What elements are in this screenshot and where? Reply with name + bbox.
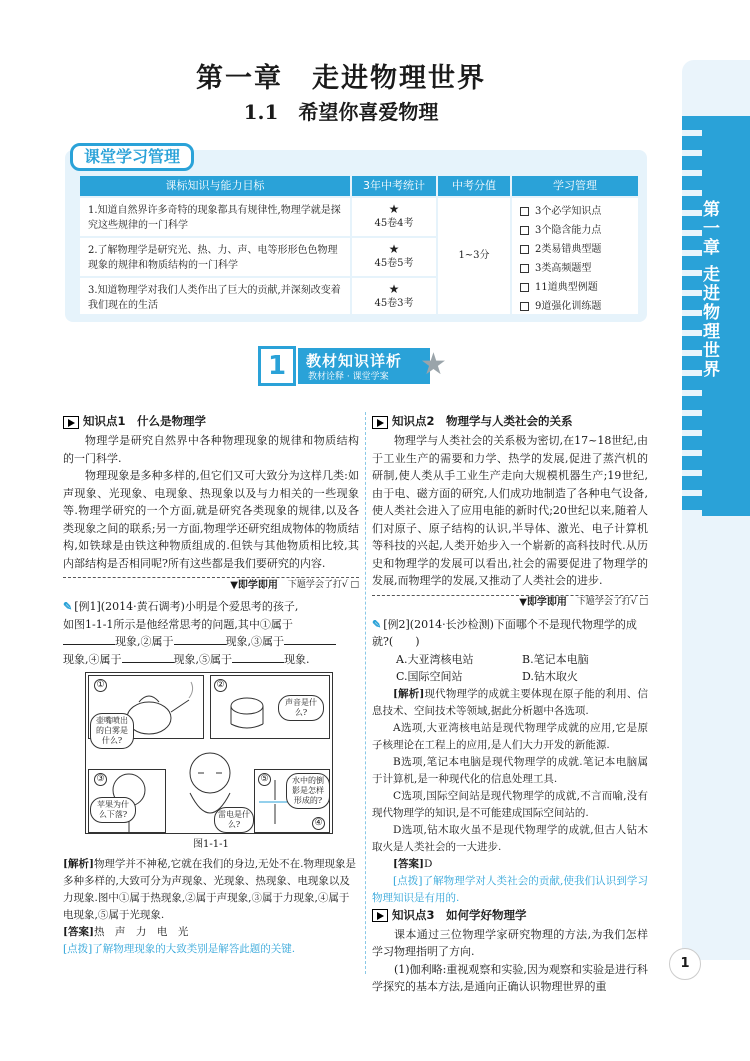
checkbox-icon[interactable] — [520, 283, 529, 292]
answer-blank[interactable] — [232, 651, 284, 663]
left-column — [63, 413, 359, 958]
checkbox-icon[interactable] — [520, 302, 529, 311]
manage-item[interactable]: 9道强化训练题 — [520, 297, 630, 316]
answer-blank[interactable] — [63, 633, 115, 645]
bubble-lightning: 雷电是什么? — [214, 807, 254, 833]
play-icon — [63, 416, 79, 429]
option-d[interactable]: D.钻木取火 — [522, 670, 578, 683]
banner-subtitle: 教材诠释 · 课堂学案 — [308, 372, 389, 382]
banner-body — [298, 348, 430, 384]
analysis-option-d: D选项,钻木取火虽不是现代物理学的成就,但古人钻木取火是人类社会的一大进步. — [372, 823, 648, 853]
quick-practice-label: ▼即学即用 — [519, 597, 567, 609]
analysis-2: [解析]现代物理学的成就主要体现在原子能的利用、信息技术、空间技术等领域,据此分析题中各选项. — [372, 687, 649, 717]
goal-cell-1: 1.知道自然界许多奇特的现象都具有规律性,物理学就是探究这些规律的一门科学 — [80, 198, 350, 236]
management-tag: 课堂学习管理 — [70, 143, 194, 171]
knowledge-point-3-heading: 知识点3 如何学好物理学 — [372, 907, 648, 925]
stat-text: 45卷5考 — [374, 258, 414, 269]
quick-practice-label: ▼即学即用 — [230, 579, 278, 591]
paragraph: 课本通过三位物理学家研究物理的方法,为我们怎样学习物理指明了方向. — [372, 927, 648, 958]
option-a[interactable]: A.大亚湾核电站 — [396, 652, 474, 666]
side-tab-label: 第一章 走进物理世界 — [699, 200, 719, 379]
analysis-option-c: C选项,国际空间站是现代物理学的成就,不言而喻,没有现代物理学的知识,是不可能建成国际空间站的. — [372, 789, 648, 819]
manage-item[interactable]: 11道典型例题 — [520, 278, 630, 297]
answer-blank[interactable] — [174, 633, 226, 645]
analysis-1: [解析]物理学并不神秘,它就在我们的身边,无处不在.物理现象是多种多样的,大致可分为声现象、光现象、热现象、电现象以及力现象.图中①属于热现象,②属于声现象,③属于力现象,④属于电现象,⑤属于光现象. — [63, 857, 356, 921]
figure-label-5: ⑤ — [258, 773, 271, 786]
goal-cell-2: 2.了解物理学是研究光、热、力、声、电等形形色色物理现象的规律和物质结构的一门科学 — [80, 238, 350, 276]
score-cell: 1~3分 — [438, 198, 510, 314]
analysis-option-a: A选项,大亚湾核电站是现代物理学成就的应用,它是原子核理论在工程上的应用,是人们大力开发的新能源. — [372, 721, 648, 751]
knowledge-point-2-heading: 知识点2 物理学与人类社会的关系 — [372, 413, 648, 431]
quick-practice-check[interactable]: 下题学会了打√ □ — [576, 597, 648, 608]
stat-cell-3 — [352, 278, 436, 314]
manage-item[interactable]: 3类高频题型 — [520, 259, 630, 278]
goal-cell-3: 3.知道物理学对我们人类作出了巨大的贡献,并深刻改变着我们现在的生活 — [80, 278, 350, 314]
figure-label-1: ① — [94, 679, 107, 692]
answer-1: [答案]热 声 力 电 光 — [63, 925, 189, 938]
manage-item[interactable]: 2类易错典型题 — [520, 240, 630, 259]
manage-item[interactable]: 3个隐含能力点 — [520, 221, 630, 240]
table-header-stats: 3年中考统计 — [352, 176, 436, 196]
option-c[interactable]: C.国际空间站 — [396, 670, 463, 683]
banner-number: 1 — [258, 346, 296, 386]
table-header-goals: 课标知识与能力目标 — [80, 176, 350, 196]
pencil-icon: ✎ — [372, 617, 382, 631]
stat-cell-1 — [352, 198, 436, 236]
star-icon: ★ — [388, 282, 400, 296]
paragraph: 物理学是研究自然界中各种物理现象的规律和物质结构的一门科学. — [63, 434, 359, 465]
manage-cell — [512, 198, 638, 314]
section-title: 1.1 希望你喜爱物理 — [243, 100, 439, 124]
quick-practice-check[interactable]: 下题学会了打√ □ — [287, 579, 359, 590]
checkbox-icon[interactable] — [520, 207, 529, 216]
answer-blank[interactable] — [284, 633, 336, 645]
tip-2: [点拨]了解物理学对人类社会的贡献,使我们认识到学习物理知识是有用的. — [372, 874, 648, 904]
table-header-manage: 学习管理 — [512, 176, 638, 196]
answer-blank[interactable] — [122, 651, 174, 663]
example-1: ✎ [例1](2014·黄石调考)小明是个爱思考的孩子, 如图1-1-1所示是他经常思考的问题,其中①属于 现象,②属于 现象,③属于 现象,④属于 现象,⑤属于 现象. — [63, 598, 359, 668]
play-icon — [372, 416, 388, 429]
checkbox-icon[interactable] — [520, 245, 529, 254]
pencil-icon: ✎ — [63, 600, 73, 613]
quick-practice-bar — [372, 595, 648, 611]
bubble-sound: 声音是什么? — [278, 695, 324, 721]
checkbox-icon[interactable] — [520, 264, 529, 273]
answer-2: [答案]D — [393, 857, 433, 870]
right-column — [372, 413, 648, 996]
checkbox-icon[interactable] — [520, 226, 529, 235]
figure-1-1-1 — [85, 672, 333, 834]
play-icon — [372, 909, 388, 922]
stat-cell-2 — [352, 238, 436, 276]
option-b[interactable]: B.笔记本电脑 — [522, 652, 589, 666]
page-number: 1 — [669, 948, 701, 980]
figure-label-2: ② — [214, 679, 227, 692]
star-icon: ★ — [388, 242, 400, 256]
tip-1: [点拨]了解物理现象的大致类别是解答此题的关键. — [63, 942, 296, 955]
section-banner — [258, 346, 446, 386]
figure-label-3: ③ — [94, 773, 107, 786]
bubble-kettle: 壶嘴喷出的白雾是什么? — [90, 713, 134, 749]
manage-item[interactable]: 3个必学知识点 — [520, 202, 630, 221]
bubble-reflection: 水中的倒影是怎样形成的? — [286, 773, 330, 809]
figure-caption: 图1-1-1 — [193, 839, 229, 850]
star-icon: ★ — [388, 202, 400, 216]
chapter-title: 第一章 走进物理世界 — [196, 63, 486, 94]
table-header-score: 中考分值 — [438, 176, 510, 196]
stat-text: 45卷4考 — [374, 218, 414, 229]
quick-practice-bar — [63, 577, 359, 593]
banner-title: 教材知识详析 — [306, 352, 403, 370]
paragraph: 物理学与人类社会的关系极为密切,在17~18世纪,由于工业生产的需要和力学、热学的发展,促进了蒸汽机的研制,使人类从手工业生产走向大规模机器生产;19世纪,由于电、磁方面的研究,人们成功地制造了各种电气设备,使人类社会进入了应用电能的新时代;20世纪以来,随着人们对原子、原子结构的认识,半导体、激光、电子计算机等科技的兴起,人类开始步入一个崭新的高科技时代.从历史和物理学的发展可以看出,社会的需要促进了物理学的发展,而物理学的发展,又推动了人类社会的进步. — [372, 434, 648, 587]
example-2: ✎ [例2](2014·长沙检测)下面哪个不是现代物理学的成就?( ) — [372, 617, 637, 648]
star-icon: ★ — [420, 347, 447, 382]
figure-label-4: ④ — [312, 817, 325, 830]
stat-text: 45卷3考 — [374, 298, 414, 309]
bubble-apple: 苹果为什么下落? — [90, 797, 136, 823]
column-divider — [365, 412, 366, 974]
options — [372, 651, 648, 686]
analysis-option-b: B选项,笔记本电脑是现代物理学的成就.笔记本电脑属于计算机,是一种现代化的信息处理工具. — [372, 755, 648, 785]
knowledge-point-1-heading: 知识点1 什么是物理学 — [63, 413, 359, 431]
paragraph: (1)伽利略:重视观察和实验,因为观察和实验是进行科学探究的基本方法,是通向正确认识物理世界的重 — [372, 962, 648, 993]
paragraph: 物理现象是多种多样的,但它们又可大致分为这样几类:如声现象、光现象、电现象、热现象以及与力相关的一些现象等.物理学研究的一个方面,就是研究各类现象的规律,以及各类现象之间的联系;另一方面,物理学还研究组成物体的物质结构,如铁球是由铁这种物质组成的.但铁与其他物质相比较,其内部结构是否相同呢?所有这些都是我们要研究的内容. — [63, 469, 359, 570]
